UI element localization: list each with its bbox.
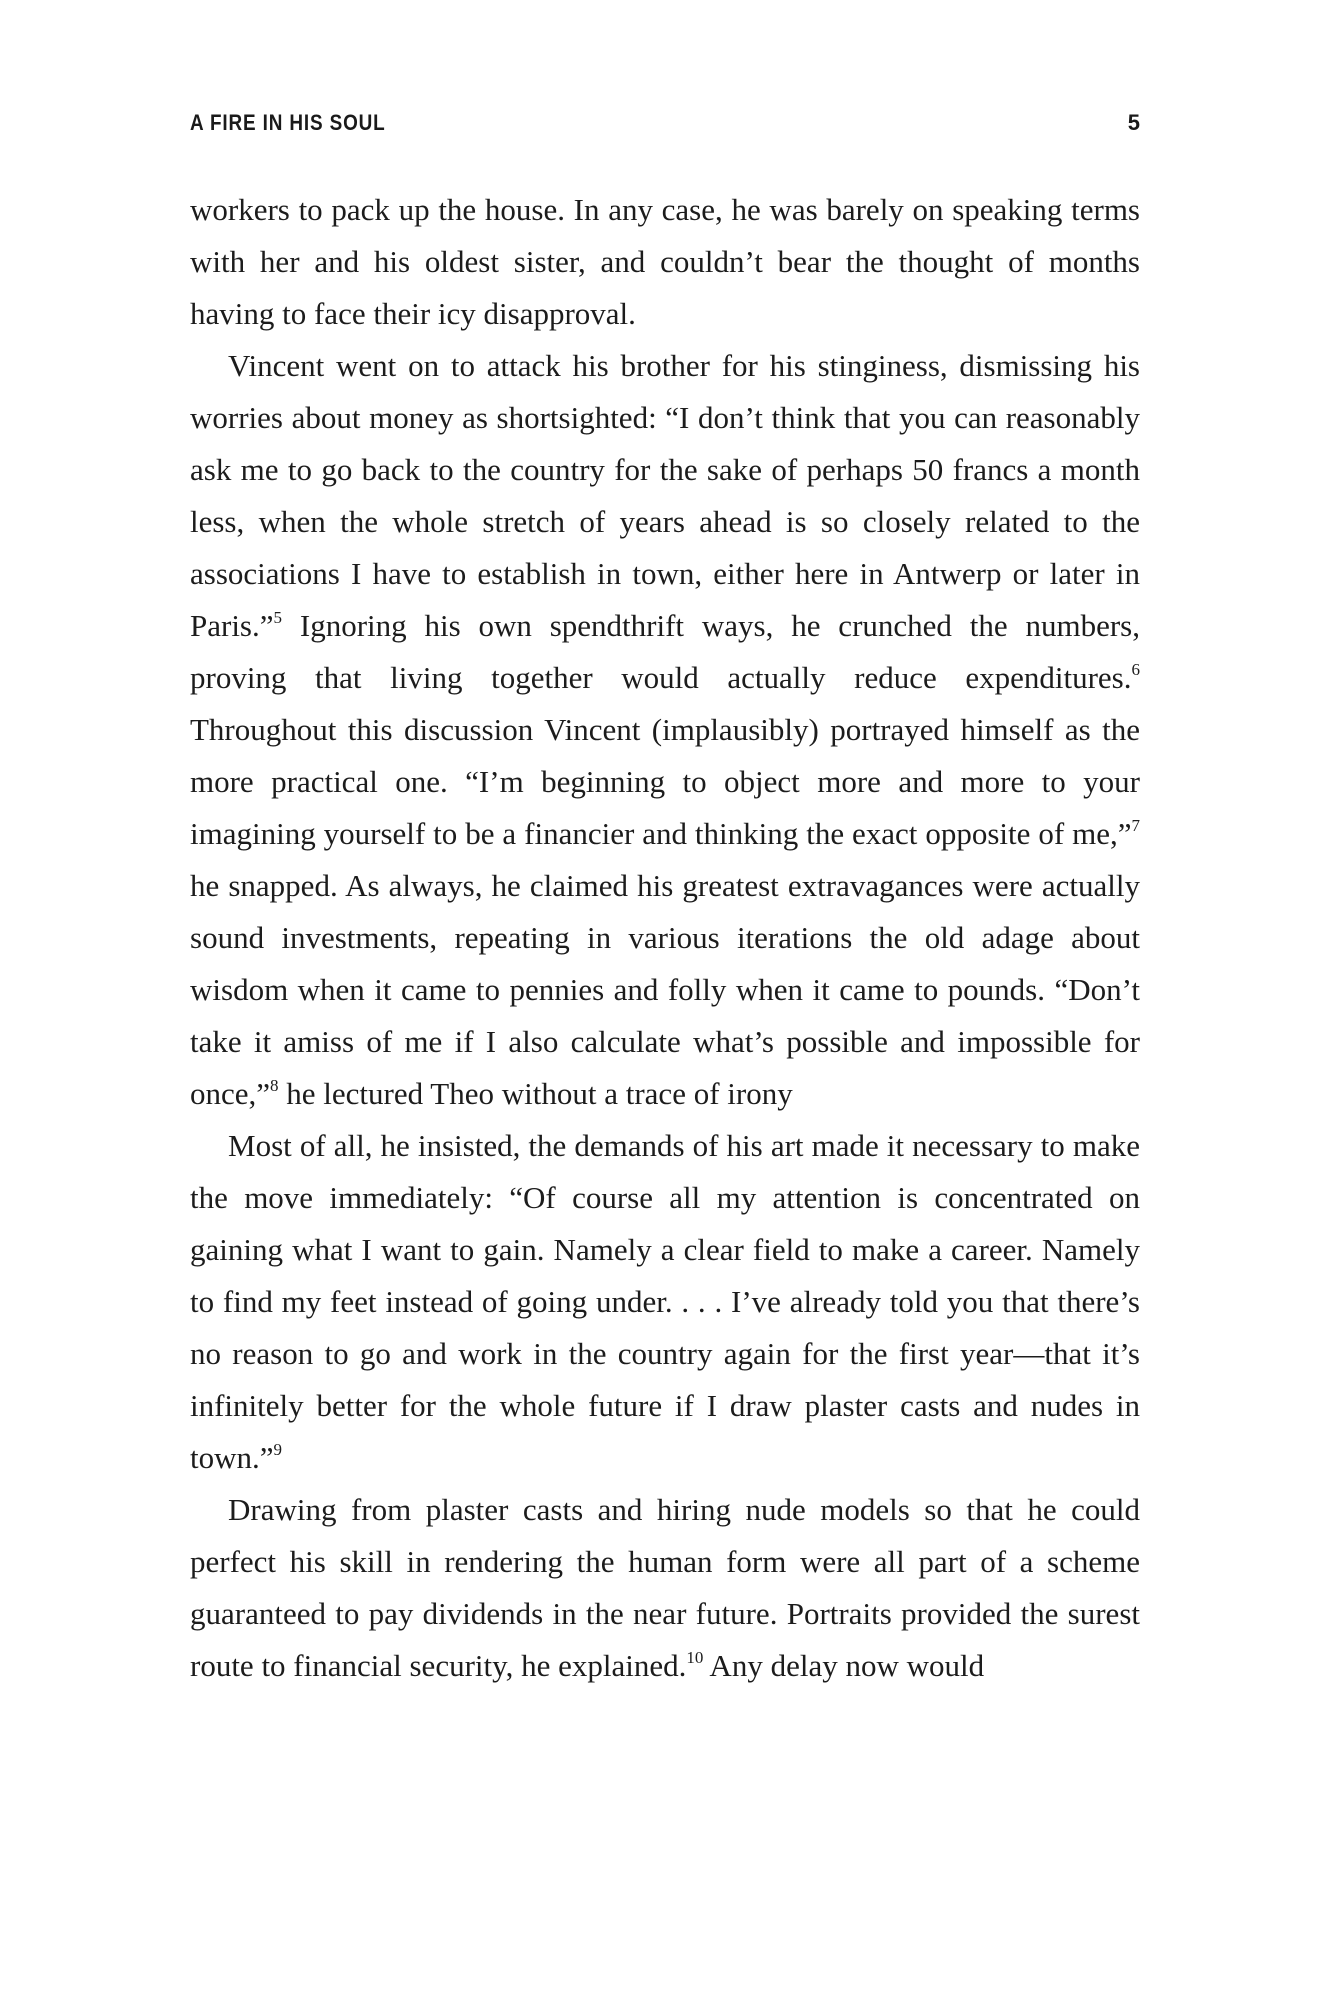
page-number: 5 <box>1127 110 1140 135</box>
footnote-ref[interactable]: 9 <box>273 1439 283 1459</box>
footnote-ref[interactable]: 5 <box>273 607 283 627</box>
running-title: A FIRE IN HIS SOUL <box>190 110 386 135</box>
paragraph <box>190 340 1140 1120</box>
footnote-ref[interactable]: 8 <box>270 1075 279 1095</box>
body-text <box>190 184 1140 1692</box>
running-header <box>190 110 1140 140</box>
footnote-ref[interactable]: 10 <box>686 1647 704 1667</box>
text-segment: Vincent went on to attack his brother for his stinginess, dismissing his worries about money as shortsighted: “I don’t think that you can reasonably ask me to go back to the country for the sake of perhaps 50 francs a month less, when the whole stretch of years ahead is so closely related to the associations I have to establish in town, either here in Antwerp or later in Paris.” <box>190 348 1140 643</box>
paragraph <box>190 1120 1140 1484</box>
text-segment: Throughout this discussion Vincent (implausibly) portrayed himself as the more practical one. “I’m beginning to object more and more to your imagining yourself to be a financier and thinking the exact opposite of me,” <box>190 712 1140 851</box>
text-segment: he snapped. As always, he claimed his greatest extravagances were actually sound investments, repeating in various iterations the old adage about wisdom when it came to pennies and folly when it came to pounds. “Don’t take it amiss of me if I also calculate what’s possible and impossible for once,” <box>190 868 1140 1111</box>
text-segment: Any delay now would <box>703 1648 985 1683</box>
text-segment: he lectured Theo without a trace of irony <box>278 1076 793 1111</box>
footnote-ref[interactable]: 7 <box>1131 815 1140 835</box>
paragraph <box>190 1484 1140 1692</box>
text-segment: Drawing from plaster casts and hiring nude models so that he could perfect his skill in rendering the human form were all part of a scheme guaranteed to pay dividends in the near future. Portraits provided the surest route to financial security, he explained. <box>190 1492 1140 1683</box>
text-segment: Ignoring his own spendthrift ways, he crunched the numbers, proving that living together would actually reduce expenditures. <box>190 608 1140 695</box>
text-segment: workers to pack up the house. In any case, he was barely on speaking terms with her and his oldest sister, and couldn’t bear the thought of months having to face their icy disapproval. <box>190 192 1140 331</box>
text-segment: Most of all, he insisted, the demands of his art made it necessary to make the move immediately: “Of course all my attention is concentrated on gaining what I want to gain. Namely a clear field to make a career. Namely to find my feet instead of going under. . . . I’ve already told you that there’s no reason to go and work in the country again for the first year—that it’s infinitely better for the whole future if I draw plaster casts and nudes in town.” <box>190 1128 1140 1475</box>
footnote-ref[interactable]: 6 <box>1131 659 1140 679</box>
paragraph <box>190 184 1140 340</box>
